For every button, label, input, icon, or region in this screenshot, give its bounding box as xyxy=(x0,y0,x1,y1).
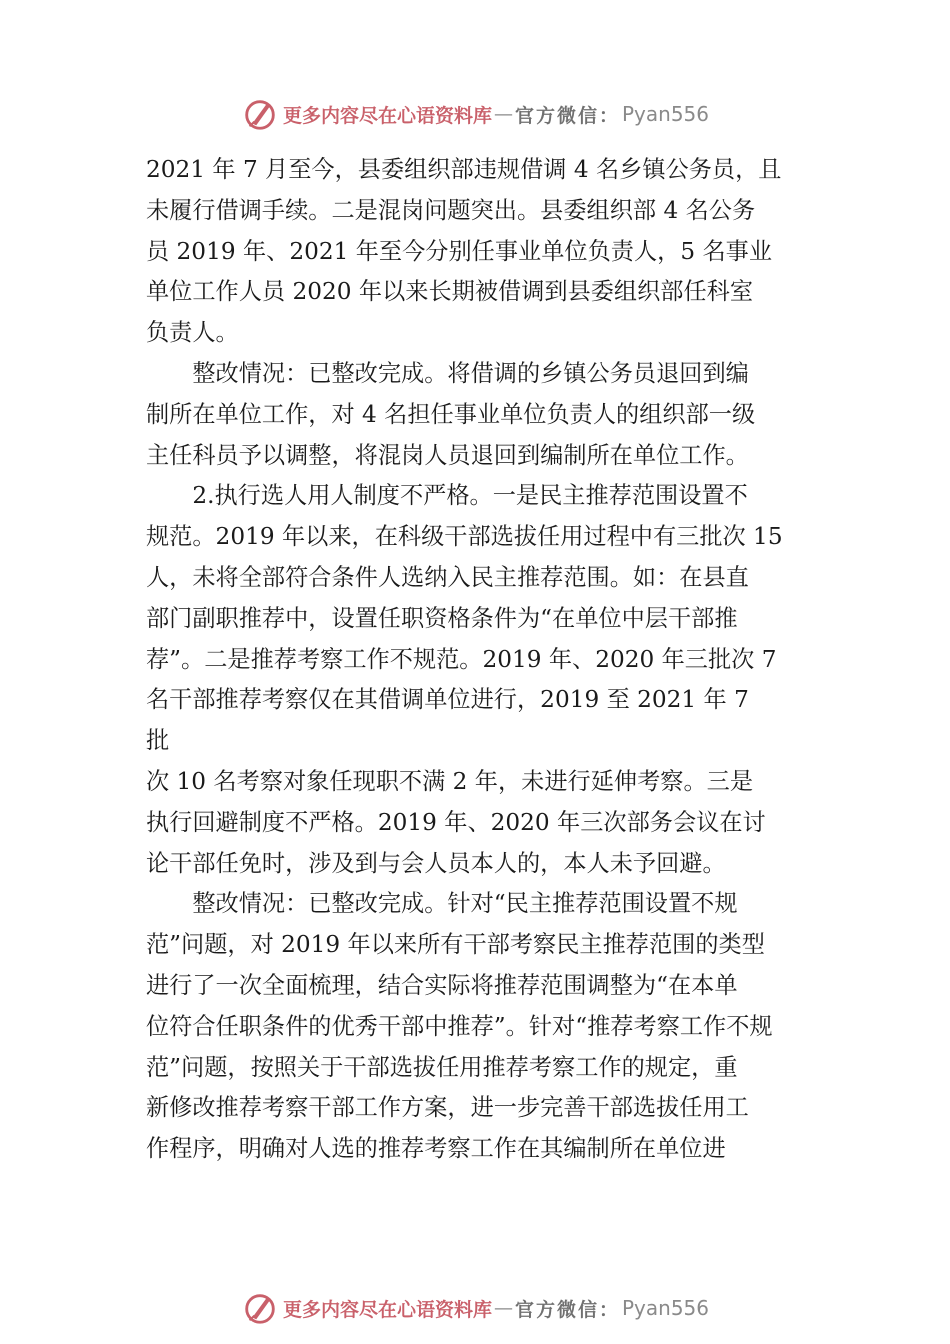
banner-title: 更多内容尽在心语资料库 xyxy=(282,1298,492,1321)
quill-pen-logo-icon xyxy=(241,95,279,133)
text-line: 进行了一次全面梳理，结合实际将推荐范围调整为“在本单 xyxy=(146,971,738,999)
banner-separator: — xyxy=(493,1297,513,1319)
banner-title: 更多内容尽在心语资料库 xyxy=(282,104,492,127)
text-line: 规范。2019 年以来，在科级干部选拔任用过程中有三批次 15 xyxy=(146,523,783,551)
banner-wechat-label: 官方微信： xyxy=(514,1298,620,1321)
text-line: 未履行借调手续。二是混岗问题突出。县委组织部 4 名公务 xyxy=(146,196,756,224)
footer-banner xyxy=(0,1288,950,1328)
document-body xyxy=(146,150,826,1170)
text-line: 范”问题，按照关于干部选拔任用推荐考察工作的规定，重 xyxy=(146,1053,738,1081)
header-banner xyxy=(0,94,950,134)
text-line: 2.执行选人用人制度不严格。一是民主推荐范围设置不 xyxy=(146,482,748,510)
text-line: 荐”。二是推荐考察工作不规范。2019 年、2020 年三批次 7 xyxy=(146,645,777,673)
text-line: 主任科员予以调整，将混岗人员退回到编制所在单位工作。 xyxy=(146,441,749,469)
text-line: 单位工作人员 2020 年以来长期被借调到县委组织部任科室 xyxy=(146,278,754,306)
text-line: 作程序，明确对人选的推荐考察工作在其编制所在单位进 xyxy=(146,1135,726,1163)
text-line: 次 10 名考察对象任现职不满 2 年，未进行延伸考察。三是 xyxy=(146,767,754,795)
text-line: 负责人。 xyxy=(146,319,239,347)
text-line: 执行回避制度不严格。2019 年、2020 年三次部务会议在讨 xyxy=(146,808,766,836)
banner-wechat-id: Pyan556 xyxy=(622,102,710,126)
text-line: 部门副职推荐中，设置任职资格条件为“在单位中层干部推 xyxy=(146,604,738,632)
quill-pen-logo-icon xyxy=(241,1289,279,1327)
text-line: 名干部推荐考察仅在其借调单位进行，2019 至 2021 年 7 xyxy=(146,686,749,714)
text-line: 整改情况：已整改完成。将借调的乡镇公务员退回到编 xyxy=(146,359,749,387)
banner-wechat-id: Pyan556 xyxy=(622,1296,710,1320)
text-line: 整改情况：已整改完成。针对“民主推荐范围设置不规 xyxy=(146,890,738,918)
text-line: 论干部任免时，涉及到与会人员本人的，本人未予回避。 xyxy=(146,849,726,877)
text-line: 新修改推荐考察干部工作方案，进一步完善干部选拔任用工 xyxy=(146,1094,749,1122)
text-line: 人，未将全部符合条件人选纳入民主推荐范围。如：在县直 xyxy=(146,563,749,591)
banner-separator: — xyxy=(493,103,513,125)
banner-wechat-label: 官方微信： xyxy=(514,104,620,127)
text-line: 制所在单位工作，对 4 名担任事业单位负责人的组织部一级 xyxy=(146,400,756,428)
text-line: 位符合任职条件的优秀干部中推荐”。针对“推荐考察工作不规 xyxy=(146,1012,773,1040)
text-line: 员 2019 年、2021 年至今分别任事业单位负责人，5 名事业 xyxy=(146,237,773,265)
text-line: 范”问题，对 2019 年以来所有干部考察民主推荐范围的类型 xyxy=(146,931,765,959)
text-line: 批 xyxy=(146,727,170,755)
text-line: 2021 年 7 月至今，县委组织部违规借调 4 名乡镇公务员，且 xyxy=(146,156,782,183)
